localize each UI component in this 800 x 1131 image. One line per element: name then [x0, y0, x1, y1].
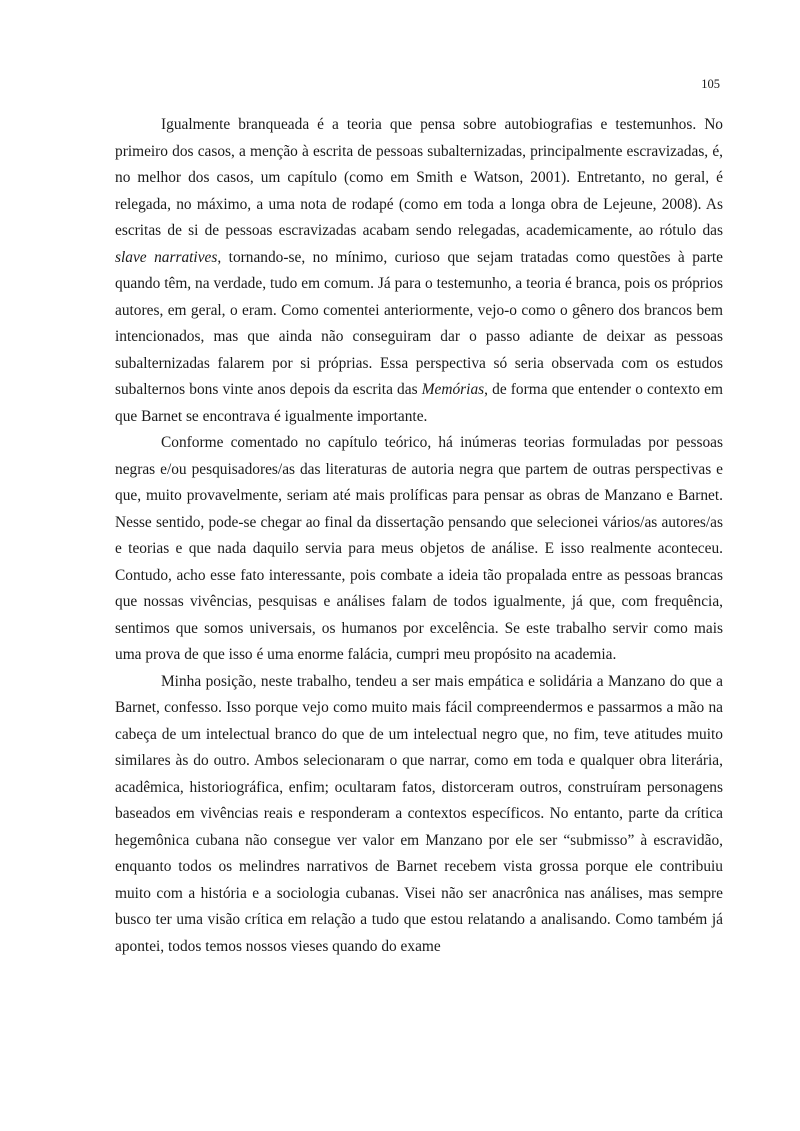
paragraph-3-text: Minha posição, neste trabalho, tendeu a ser mais empática e solidária a Manzano do que a Barnet, confesso. Isso porque vejo como muito mais fácil compreendermos e passarmos a mão na cabeça de um intelectual branco do que de um intelectual negro que, no fim, teve atitudes muito similares às do outro. Ambos selecionaram o que narrar, como em toda e qualquer obra literária, acadêmica, historiográfica, enfim; ocultaram fatos, distorceram outros, construíram personagens baseados em vivências reais e responderam a contextos específicos. No entanto, parte da crítica hegemônica cubana não consegue ver valor em Manzano por ele ser “submisso” à escravidão, enquanto todos os melindres narrativos de Barnet recebem vista grossa porque ele contribuiu muito com a história e a sociologia cubanas. Visei não ser anacrônica nas análises, mas sempre busco ter uma visão crítica em relação a tudo que estou relatando a analisando. Como também já apontei, todos temos nossos vieses quando do exame — [115, 672, 723, 955]
paragraph-1-italic-memorias: Memórias — [421, 381, 485, 398]
paragraph-1-text-1: Igualmente branqueada é a teoria que pensa sobre autobiografias e testemunhos. No primeiro dos casos, a menção à escrita de pessoas subalternizadas, principalmente escravizadas, é, no melhor dos casos, um capítulo (como em Smith e Watson, 2001). Entretanto, no geral, é relegada, no máximo, a uma nota de rodapé (como em toda a longa obra de Lejeune, 2008). As escritas de si de pessoas escravizadas acabam sendo relegadas, academicamente, ao rótulo das — [115, 116, 723, 239]
paragraph-1-italic-slave-narratives: slave narratives — [115, 248, 218, 266]
paragraph-3 — [115, 669, 723, 961]
paragraph-2 — [115, 430, 723, 669]
page-number: 105 — [701, 77, 720, 91]
paragraph-1-text-3: , de forma que entender o contexto em que Barnet se encontrava é igualmente importante. — [115, 381, 723, 425]
paragraph-1 — [115, 112, 723, 430]
body-text — [115, 112, 723, 960]
paragraph-2-text: Conforme comentado no capítulo teórico, há inúmeras teorias formuladas por pessoas negras e/ou pesquisadores/as das literaturas de autoria negra que partem de outras perspectivas e que, muito provavelmente, seriam até mais prolíficas para pensar as obras de Manzano e Barnet. Nesse sentido, pode-se chegar ao final da dissertação pensando que selecionei vários/as autores/as e teorias e que nada daquilo servia para meus objetos de análise. E isso realmente aconteceu. Contudo, acho esse fato interessante, pois combate a ideia tão propalada entre as pessoas brancas que nossas vivências, pesquisas e análises falam de todos igualmente, já que, com frequência, sentimos que somos universais, os humanos por excelência. Se este trabalho servir como mais uma prova de que isso é uma enorme falácia, cumpri meu propósito na academia. — [115, 434, 723, 663]
paragraph-1-text-2: , tornando-se, no mínimo, curioso que sejam tratadas como questões à parte quando têm, na verdade, tudo em comum. Já para o testemunho, a teoria é branca, pois os próprios autores, em geral, o eram. Como comentei anteriormente, vejo-o como o gênero dos brancos bem intencionados, mas que ainda não conseguiram dar o passo adiante de deixar as pessoas subalternizadas falarem por si próprias. Essa perspectiva só seria observada com os estudos subalternos bons vinte anos depois da escrita das — [115, 248, 723, 398]
